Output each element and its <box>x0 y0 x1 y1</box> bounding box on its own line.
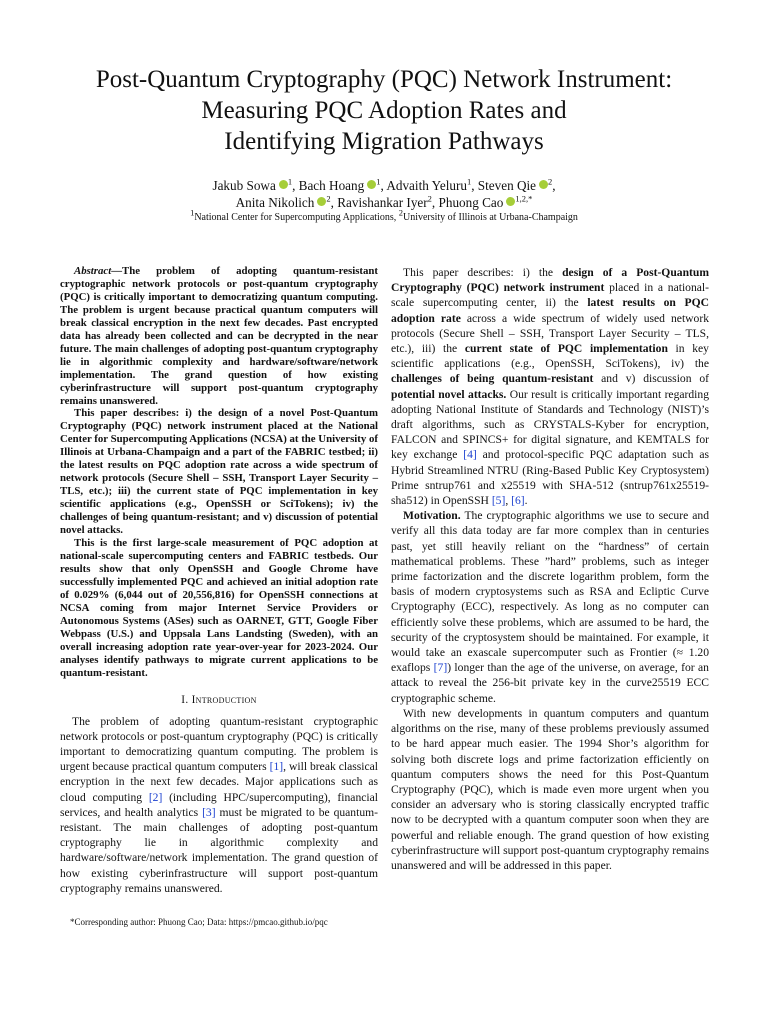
citation-link[interactable]: [2] <box>148 790 163 804</box>
text-run: and protocol-specific PQC adaptation such as Hybrid Streamlined NTRU (Ring-Based Public Key Cryptosystem) Prime sntrup761 and x25519 with SHA-512 (sntrup761x25519-sha512) in OpenSSH <box>391 448 709 508</box>
motivation-label: Motivation. <box>403 509 461 523</box>
orcid-icon[interactable] <box>367 180 376 189</box>
title-line-2: Measuring PQC Adoption Rates and <box>201 97 567 124</box>
text-run: in key scientific applications (e.g., OpenSSH, SciTokens), iv) the <box>391 342 709 371</box>
section-number: I. <box>181 693 189 706</box>
bold-run: challenges of being quantum-resistant <box>391 372 594 386</box>
abstract <box>60 265 378 680</box>
section-heading <box>60 694 378 706</box>
text-run: , will break classical encryption in the next few decades. Major applications such as cloud computing <box>60 760 378 804</box>
author-name: Advaith Yeluru <box>386 178 467 193</box>
author-separator: , <box>552 178 556 193</box>
abstract-paragraph-3: This is the first large-scale measurement of PQC adoption at national-scale supercomputing centers and FABRIC testbeds. Our results show that only OpenSSH and Google Chrome have successfully implemented PQC and achieved an initial adoption rate of 0.029% (6,044 out of 20,556,816) for OpenSSH connections at NCSA coming from major Internet Service Providers or Autonomous Systems (ASes) such as OARNET, GTT, Google Fiber Webpass (U.S.) and Uppsala Lans Landsting (Sweden), with an overall increasing adoption rate year-over-year for 2023-2024. Our analyses identify pathways to migrate current applications to be quantum-resistant. <box>60 537 378 679</box>
author-separator: , <box>431 195 439 210</box>
citation-link[interactable]: [7] <box>433 661 448 675</box>
author-affiliation-mark: 2 <box>427 193 432 204</box>
title-line-3: Identifying Migration Pathways <box>224 128 544 155</box>
affiliation-2: University of Illinois at Urbana-Champaign <box>402 212 578 223</box>
text-run: and v) discussion of <box>593 372 709 386</box>
introduction <box>60 714 378 896</box>
citation-link[interactable]: [4] <box>463 448 477 462</box>
orcid-icon[interactable] <box>539 180 548 189</box>
quantum-paragraph: With new developments in quantum computers and quantum algorithms on the rise, many of these problems previously assumed to be hard appear much easier. The 1994 Shor’s algorithm for solving both discrete logs and prime factorization efficiently on quantum computers shows the need for this Post-Quantum Cryptography (PQC), which is made even more urgent when you consider an adversary who is storing classically encrypted traffic now to be decrypted with a quantum computer soon when they are powerful and reliable enough. The grand question of how existing cyberinfrastructure will support post-quantum cryptography remains unanswered and will be addressed in this paper. <box>391 706 709 872</box>
right-column <box>391 265 709 873</box>
text-run: Our result is critically important regarding adopting National Institute of Standards and Technology (NIST)’s draft algorithms, such as CRYSTALS-Kyber for encryption, FALCON and SPINCS+ for digital signature, and KEMTALS for key exchange <box>391 387 709 462</box>
text-run: (including HPC/supercomputing), financial services, and health analytics <box>60 790 378 819</box>
bold-run: current state of PQC implementation <box>464 342 668 356</box>
author-affiliation-mark: 2 <box>326 193 331 204</box>
text-run: This paper describes: i) the <box>403 266 563 279</box>
affiliation-1: National Center for Supercomputing Applications, <box>194 212 399 223</box>
orcid-icon[interactable] <box>279 180 288 189</box>
text-run: ) longer than the age of the universe, on average, for an attack to reveal the 256-bit private key in the curve25519 ECC cryptographic scheme. <box>391 661 709 705</box>
author-affiliation-mark: 1 <box>376 176 381 187</box>
author-name: Ravishankar Iyer <box>337 195 428 210</box>
paper-title <box>60 64 708 157</box>
author-affiliation-mark: 1 <box>287 176 293 187</box>
author-affiliation-mark: 2 <box>548 176 553 187</box>
left-column <box>60 265 378 896</box>
bold-run: potential novel attacks. <box>391 387 507 401</box>
citation-link[interactable]: [6] <box>511 494 525 508</box>
contributions-paragraph <box>391 265 709 508</box>
title-line-1: Post-Quantum Cryptography (PQC) Network Instrument: <box>95 66 673 93</box>
author-block <box>60 177 708 224</box>
citation-link[interactable]: [3] <box>202 805 216 819</box>
orcid-icon[interactable] <box>506 197 515 206</box>
author-separator: , <box>292 178 299 193</box>
author-separator: , <box>471 178 478 193</box>
text-run: The cryptographic algorithms we use to secure and verify all this data today are far more complex than in centuries past, yet still heavily reliant on the “hardness” of certain mathematical problems. These ”hard” problems, such as integer prime factorization and the discrete logarithm problem, form the basis of modern cryptosystems such as RSA and Ecliptic Curve Cryptography (ECC), respectively. As long as no computer can efficiently solve these problems, which are assumed to be hard, the security of the cryptosystem should be maintained. For example, it would take an exascale supercomputer such as Frontier (≈ 1.20 exaflops <box>391 509 709 675</box>
author-separator: , <box>330 195 338 210</box>
author-affiliation-mark: 1,2,* <box>515 193 533 204</box>
affiliation-mark: 2 <box>398 207 403 218</box>
section-title: Introduction <box>191 693 257 706</box>
author-name: Steven Qie <box>477 178 537 193</box>
author-affiliation-mark: 1 <box>466 176 472 187</box>
footnote: *Corresponding author: Phuong Cao; Data: https://pmcao.github.io/pqc <box>70 917 328 927</box>
abstract-label: Abstract <box>74 265 112 277</box>
abstract-paragraph-1 <box>60 265 378 407</box>
author-line-2 <box>60 194 708 211</box>
text-run: , <box>505 494 512 508</box>
affiliation-mark: 1 <box>190 207 195 218</box>
author-separator: , <box>380 178 387 193</box>
author-line-1 <box>60 177 708 194</box>
text-run: across a wide spectrum of widely used network protocols (Secure Shell – SSH, Transport Layer Security – TLS, etc.), iii) the <box>391 311 709 356</box>
bold-run: design of a Post-Quantum Cryptography (PQC) network instrument <box>391 266 709 295</box>
author-name: Jakub Sowa <box>212 178 276 193</box>
citation-link[interactable]: [5] <box>491 494 506 508</box>
abstract-text: —The problem of adopting quantum-resistant cryptographic network protocols or post-quantum cryptography (PQC) is critically important to democratizing quantum computing. The problem is urgent because practical quantum computers will break classical encryption in the next few decades. Past encrypted data has already been collected and can be decrypted in the near future. The main challenges of adopting post-quantum cryptography lie in algorithmic complexity and hardware/software/network implementation. The grand question of how existing cyberinfrastructure will support post-quantum cryptography remains unanswered. <box>60 265 378 407</box>
text-run: The problem of adopting quantum-resistant cryptographic network protocols or post-quantum cryptography (PQC) is critically important to democratizing quantum computing. The problem is urgent because practical quantum computers <box>60 714 378 774</box>
text-run: must be migrated to be quantum-resistant. The main challenges of adopting post-quantum cryptography lie in algorithmic complexity and hardware/software/network implementation. The grand question of how existing cyberinfrastructure will support post-quantum cryptography remains unanswered. <box>60 805 379 895</box>
bold-run: latest results on PQC adoption rate <box>391 296 709 325</box>
author-name: Anita Nikolich <box>235 195 315 210</box>
abstract-paragraph-2: This paper describes: i) the design of a novel Post-Quantum Cryptography (PQC) network instrument placed at the National Center for Supercomputing Applications (NCSA) at the University of Illinois at Urbana-Champaign and a part of the FABRIC testbed; ii) the latest results on PQC adoption rate across a wide spectrum of network protocols (Secure Shell – SSH, Transport Layer Security – TLS, etc.); iii) the current state of PQC implementation in key scientific applications (e.g., OpenSSH or SciTokens); iv) the challenges of being quantum-resistant; and v) discussion of potential novel attacks. <box>60 407 378 537</box>
citation-link[interactable]: [1] <box>269 760 284 774</box>
affiliations <box>60 207 708 224</box>
text-run: . <box>524 494 528 508</box>
motivation-paragraph <box>391 508 709 706</box>
text-run: placed in a national-scale supercomputing center, ii) the <box>391 281 709 310</box>
author-name: Bach Hoang <box>298 178 365 193</box>
author-name: Phuong Cao <box>438 195 504 210</box>
intro-paragraph-1 <box>60 714 378 896</box>
